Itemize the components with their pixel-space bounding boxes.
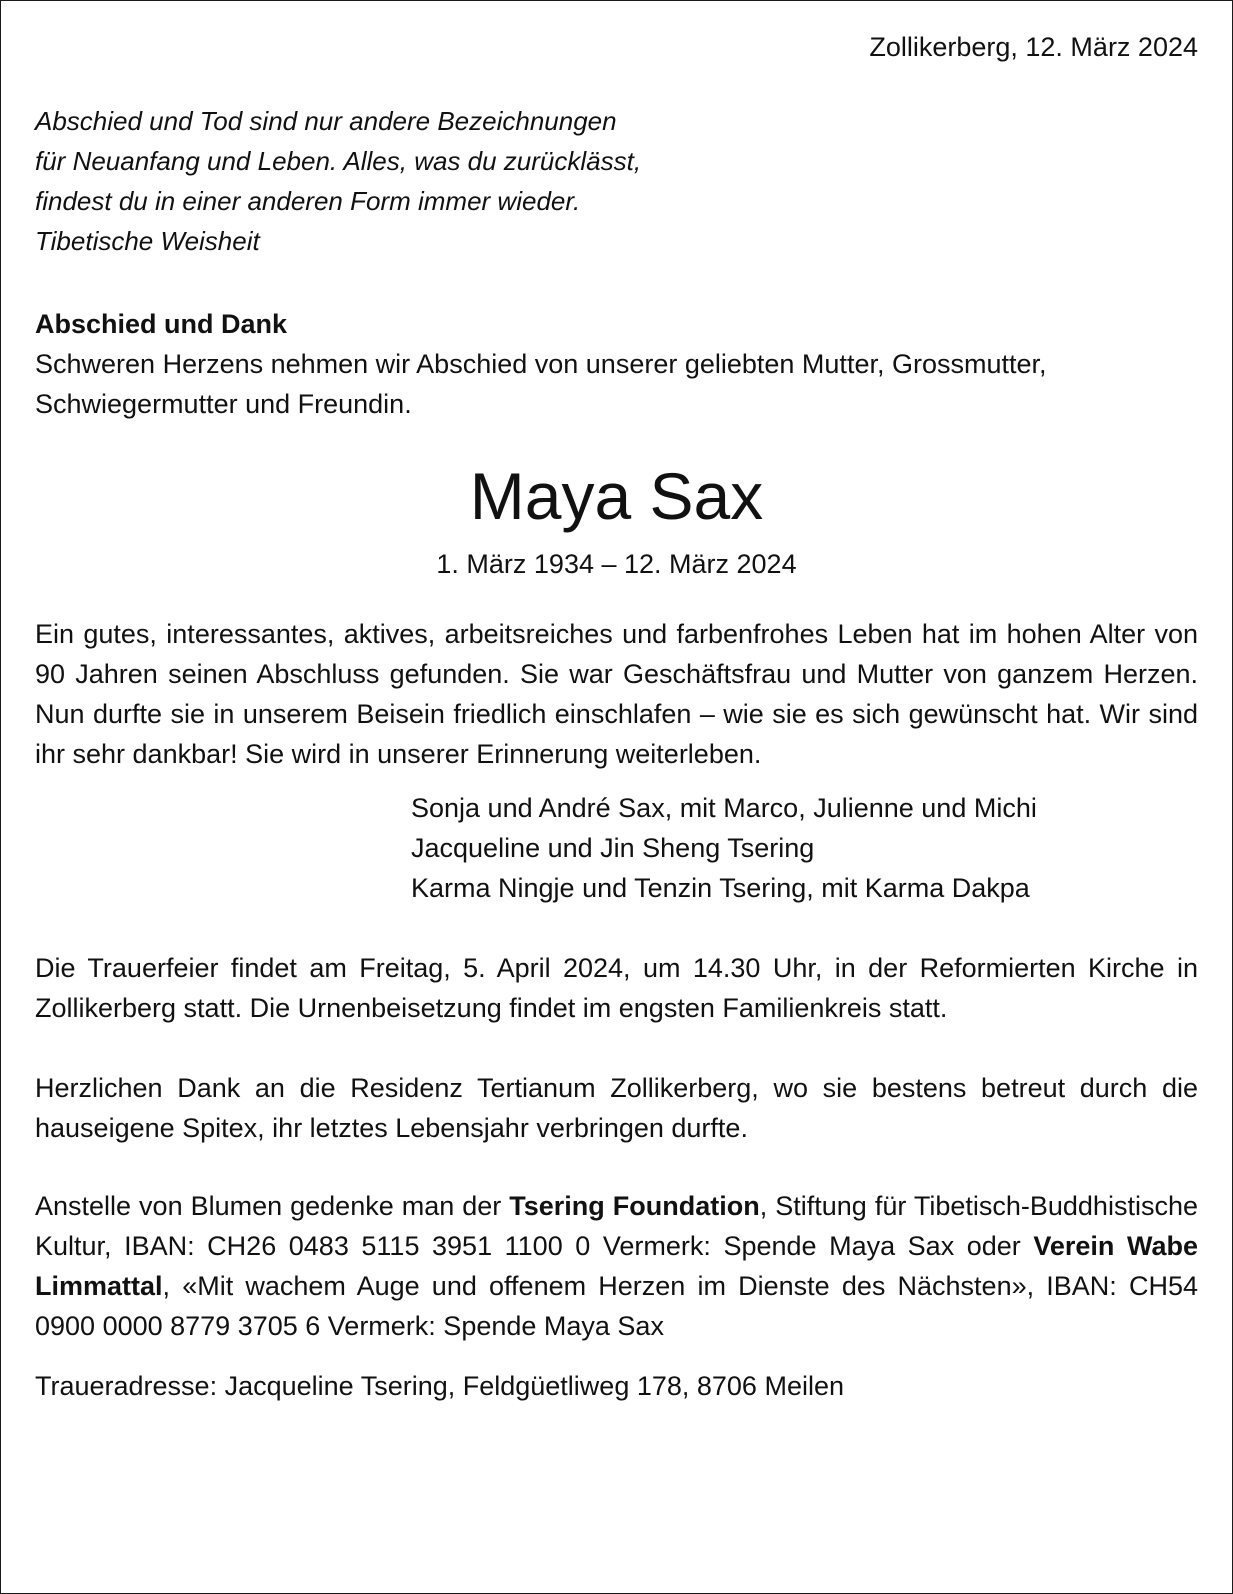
donation-text: , Stiftung für Tibetisch-Buddhistische Kultur, IBAN: CH26 0483 5115 3951 1100 0 Vermerk: Spende Maya Sax oder — [35, 1191, 1198, 1261]
donation-org-wabe: Verein Wabe Limmattal — [35, 1231, 1198, 1301]
lifespan-dates: 1. März 1934 – 12. März 2024 — [436, 549, 797, 579]
donation-text: Anstelle von Blumen gedenke man der — [35, 1191, 510, 1221]
family-line: Sonja und André Sax, mit Marco, Julienne und Michi — [411, 793, 1037, 823]
donation-org-tsering: Tsering Foundation — [509, 1191, 760, 1221]
quote-block — [35, 101, 1198, 261]
section-heading: Abschied und Dank — [35, 309, 288, 339]
intro-text: Schweren Herzens nehmen wir Abschied von unserer geliebten Mutter, Grossmutter, Schwiegermutter und Freundin. — [35, 349, 1047, 419]
quote-line: für Neuanfang und Leben. Alles, was du zurücklässt, — [35, 146, 642, 176]
family-line: Jacqueline und Jin Sheng Tsering — [411, 833, 815, 863]
family-signatures — [411, 788, 1198, 908]
donation-info — [35, 1186, 1198, 1346]
ceremony-info: Die Trauerfeier findet am Freitag, 5. April 2024, um 14.30 Uhr, in der Reformierten Kirche in Zollikerberg statt. Die Urnenbeisetzung findet im engsten Familienkreis statt. — [35, 953, 1198, 1023]
deceased-name: Maya Sax — [469, 459, 764, 533]
tribute-text: Ein gutes, interessantes, aktives, arbeitsreiches und farbenfrohes Leben hat im hohen Alter von 90 Jahren seinen Abschluss gefunden. Sie war Geschäftsfrau und Mutter von ganzem Herzen. Nun durfte sie in unserem Beisein friedlich einschlafen – wie sie es sich gewünscht hat. Wir sind ihr sehr dankbar! Sie wird in unserer Erinnerung weiterleben. — [35, 619, 1198, 769]
date-line: Zollikerberg, 12. März 2024 — [869, 32, 1198, 62]
notice-content — [35, 27, 1198, 1406]
quote-line: Abschied und Tod sind nur andere Bezeichnungen — [35, 106, 617, 136]
mourning-address: Traueradresse: Jacqueline Tsering, Feldgüetliweg 178, 8706 Meilen — [35, 1371, 844, 1401]
family-line: Karma Ningje und Tenzin Tsering, mit Karma Dakpa — [411, 873, 1030, 903]
thanks-text: Herzlichen Dank an die Residenz Tertianum Zollikerberg, wo sie bestens betreut durch die hauseigene Spitex, ihr letztes Lebensjahr verbringen durfte. — [35, 1073, 1198, 1143]
donation-text: , «Mit wachem Auge und offenem Herzen im Dienste des Nächsten», IBAN: CH54 0900 0000 8779 3705 6 Vermerk: Spende Maya Sax — [35, 1271, 1198, 1341]
quote-attribution: Tibetische Weisheit — [35, 226, 260, 256]
quote-line: findest du in einer anderen Form immer wieder. — [35, 186, 581, 216]
